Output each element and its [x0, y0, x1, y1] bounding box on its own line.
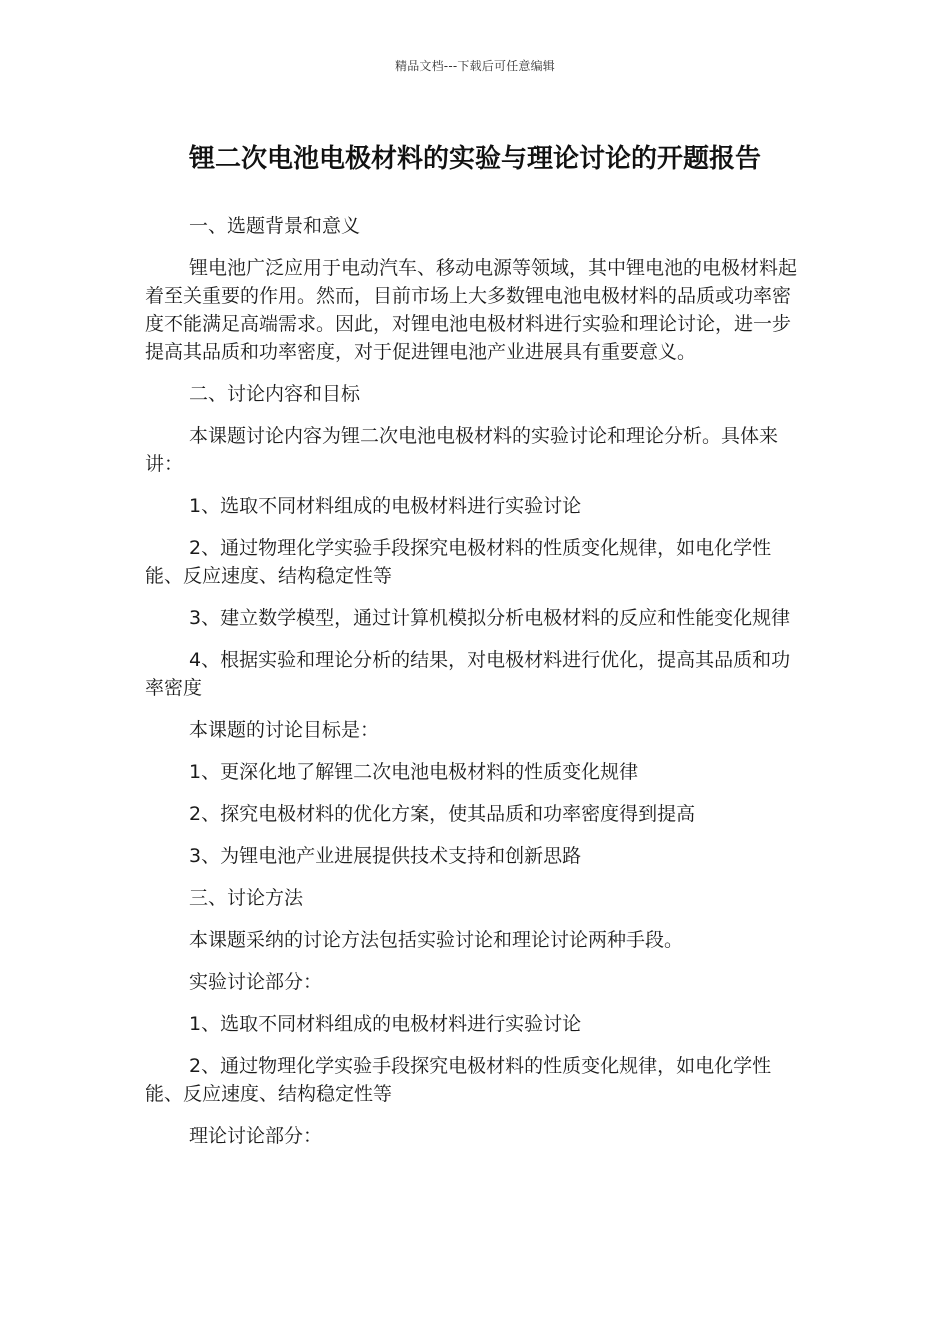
list-item-goal-1: 1、更深化地了解锂二次电池电极材料的性质变化规律	[189, 761, 639, 783]
paragraph-methods-intro: 本课题采纳的讨论方法包括实验讨论和理论讨论两种手段。	[189, 929, 684, 951]
list-item-content-3: 3、建立数学模型，通过计算机模拟分析电极材料的反应和性能变化规律	[189, 607, 791, 629]
list-item-content-4: 4、根据实验和理论分析的结果，对电极材料进行优化，提高其品质和功率密度	[145, 649, 791, 699]
document-title: 锂二次电池电极材料的实验与理论讨论的开题报告	[188, 144, 761, 174]
section-heading-background: 一、选题背景和意义	[189, 215, 361, 237]
list-item-experimental-1: 1、选取不同材料组成的电极材料进行实验讨论	[189, 1013, 582, 1035]
list-item-goal-2: 2、探究电极材料的优化方案，使其品质和功率密度得到提高	[189, 803, 696, 825]
header-note: 精品文档---下载后可任意编辑	[395, 59, 555, 73]
list-item-goal-3: 3、为锂电池产业进展提供技术支持和创新思路	[189, 845, 582, 867]
paragraph-goals-intro: 本课题的讨论目标是：	[189, 719, 380, 741]
paragraph-background: 锂电池广泛应用于电动汽车、移动电源等领域，其中锂电池的电极材料起着至关重要的作用。然而，目前市场上大多数锂电池电极材料的品质或功率密度不能满足高端需求。因此，对锂电池电极材料进行实验和理论讨论，进一步提高其品质和功率密度，对于促进锂电池产业进展具有重要意义。	[145, 257, 798, 363]
document-body	[145, 212, 807, 1164]
subheading-theoretical: 理论讨论部分：	[189, 1125, 323, 1147]
paragraph-content-intro: 本课题讨论内容为锂二次电池电极材料的实验讨论和理论分析。具体来讲：	[145, 425, 779, 475]
list-item-content-2: 2、通过物理化学实验手段探究电极材料的性质变化规律，如电化学性能、反应速度、结构稳定性等	[145, 537, 772, 587]
list-item-experimental-2: 2、通过物理化学实验手段探究电极材料的性质变化规律，如电化学性能、反应速度、结构稳定性等	[145, 1055, 772, 1105]
section-heading-methods: 三、讨论方法	[189, 887, 304, 909]
list-item-content-1: 1、选取不同材料组成的电极材料进行实验讨论	[189, 495, 582, 517]
section-heading-content-goals: 二、讨论内容和目标	[189, 383, 361, 405]
subheading-experimental: 实验讨论部分：	[189, 971, 323, 993]
